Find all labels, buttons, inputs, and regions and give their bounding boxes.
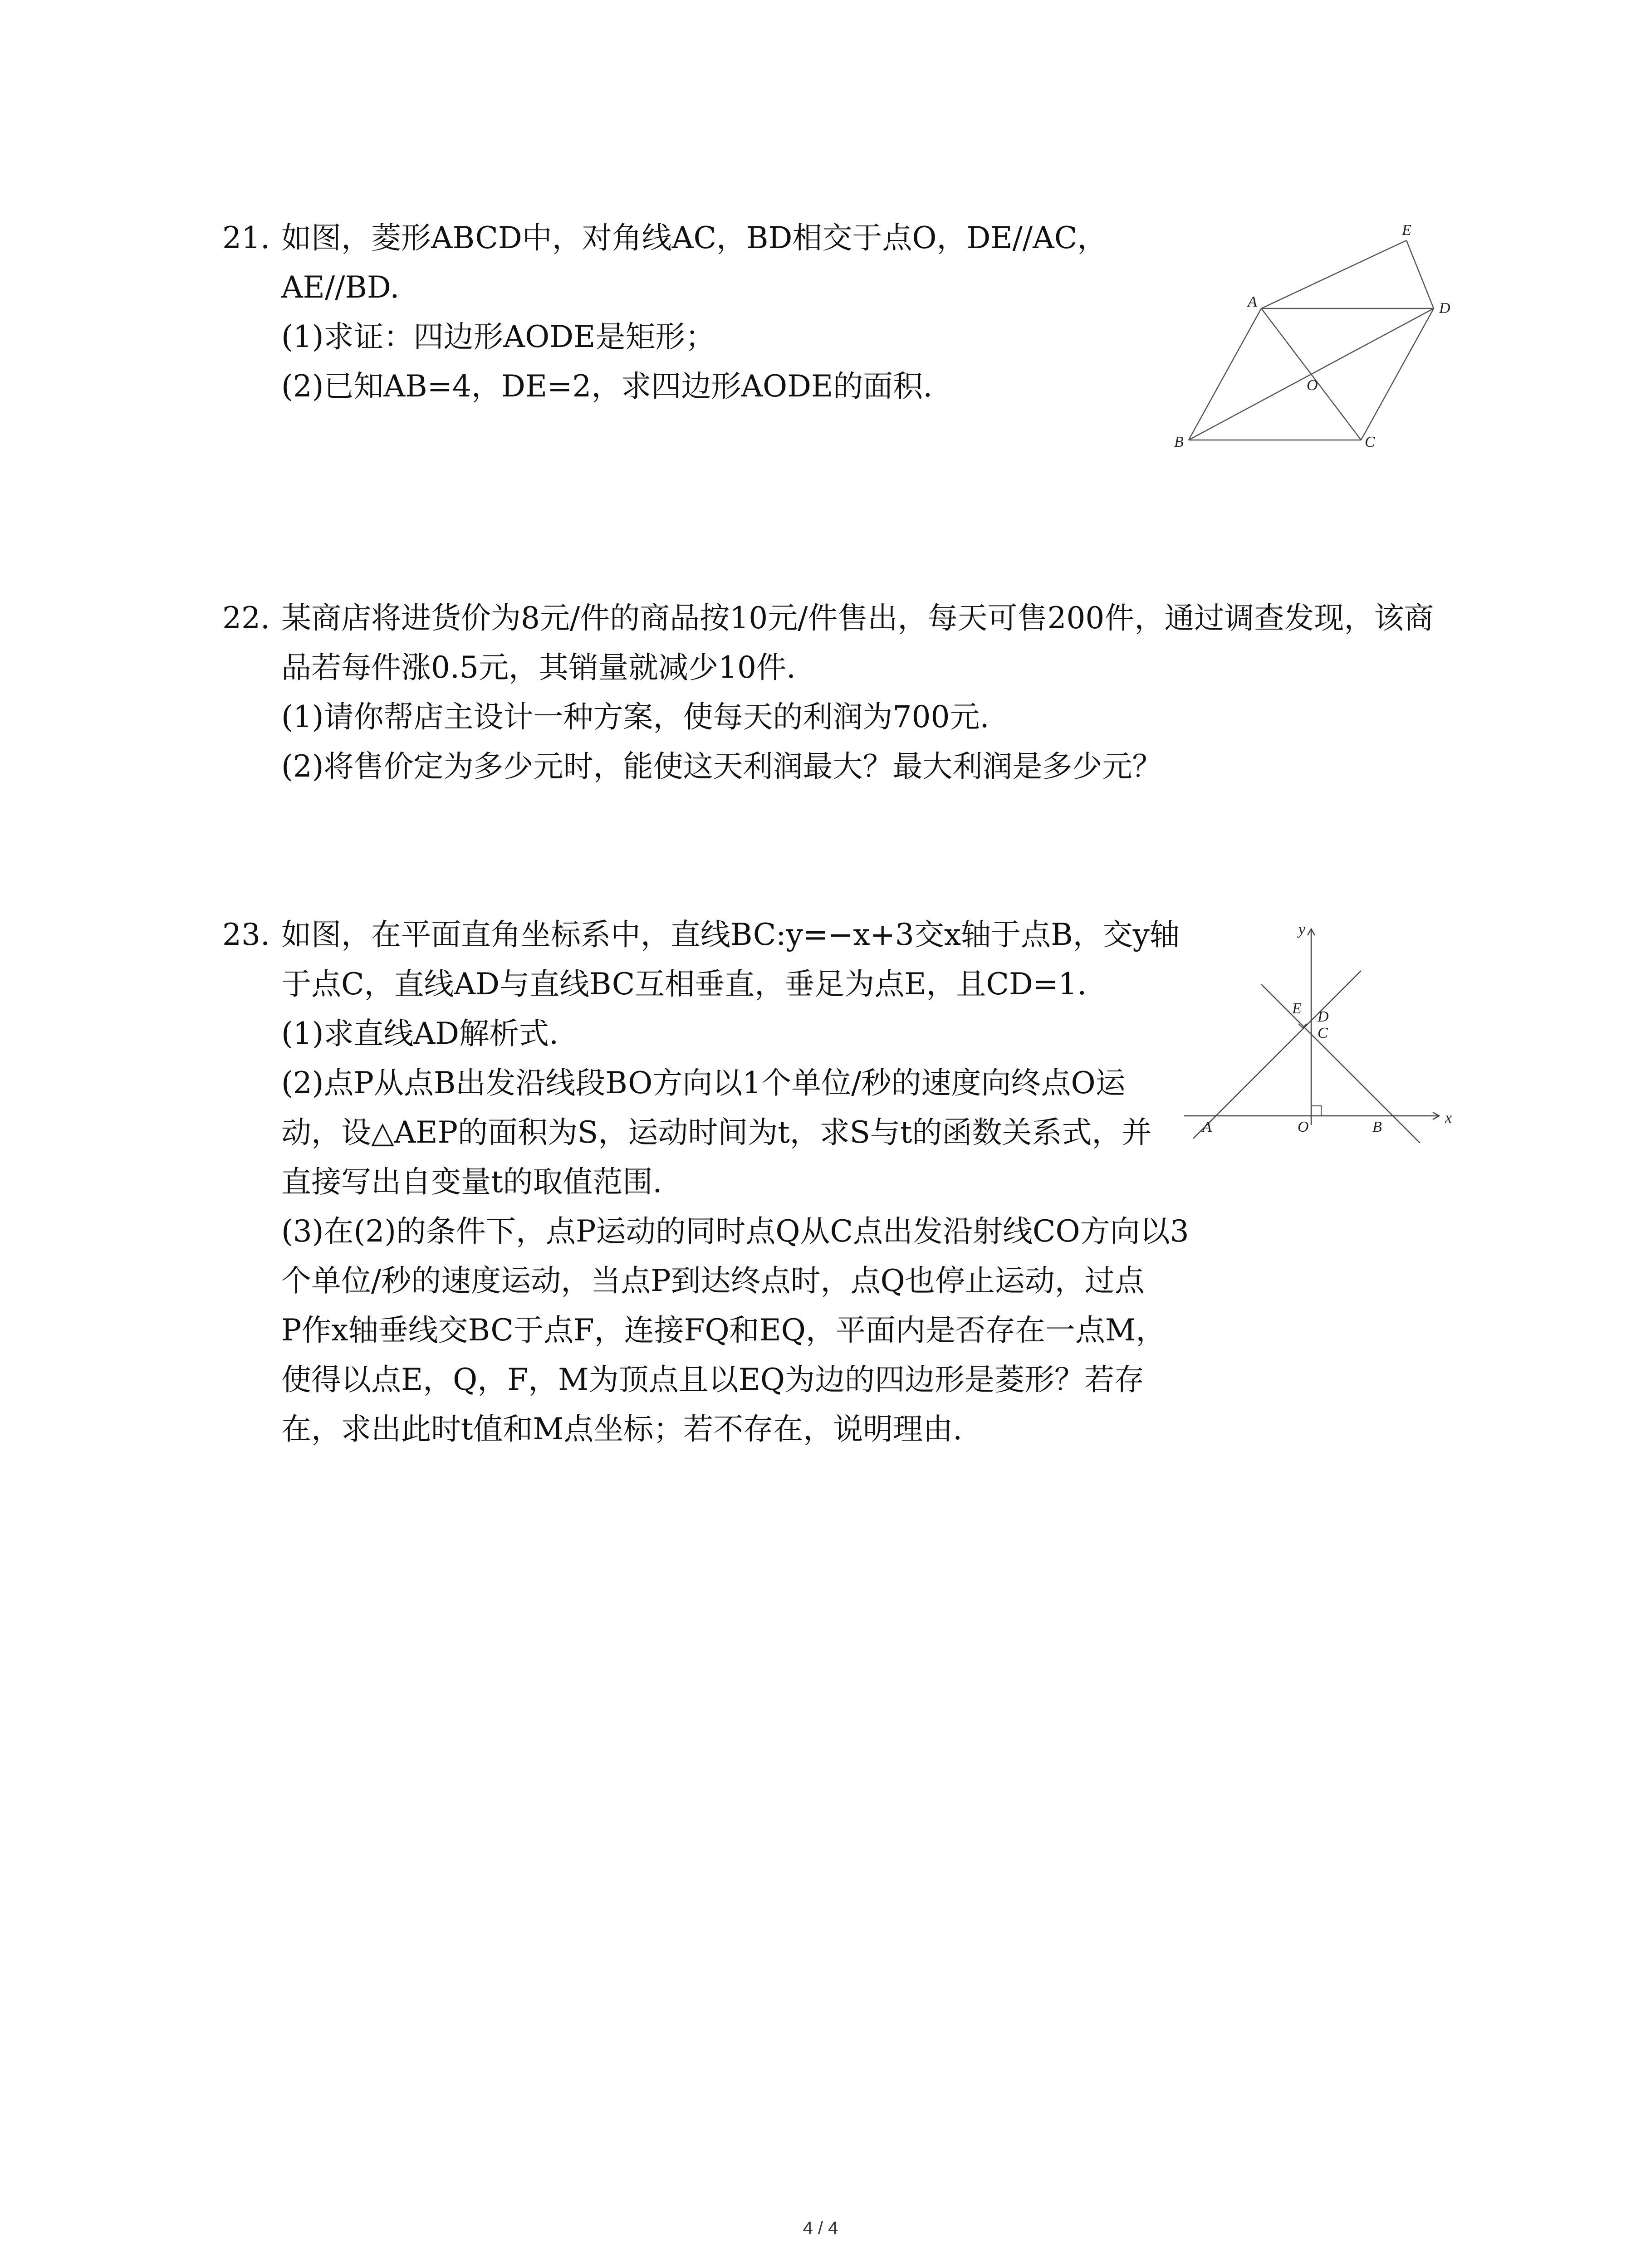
question-21	[222, 213, 1107, 411]
question-line: 品若每件涨0.5元，其销量就减少10件.	[281, 650, 796, 685]
question-line: AE//BD.	[281, 270, 400, 305]
label-A: A	[1248, 293, 1257, 310]
question-line: 直接写出自变量t的取值范围.	[281, 1164, 662, 1199]
label-E: E	[1292, 1000, 1302, 1017]
question-number: 21.	[222, 220, 270, 255]
label-x: x	[1445, 1110, 1452, 1126]
coordinate-figure	[1180, 916, 1456, 1143]
question-line: (2)点P从点B出发沿线段BO方向以1个单位/秒的速度向终点O运	[281, 1066, 1126, 1100]
label-C: C	[1365, 434, 1375, 450]
question-22	[222, 593, 1434, 791]
label-B: B	[1174, 434, 1184, 450]
question-line: (1)求直线AD解析式.	[281, 1016, 559, 1051]
label-E: E	[1402, 222, 1411, 239]
segment-AE	[1261, 240, 1406, 308]
page-number: 4 / 4	[803, 2218, 838, 2238]
label-B: B	[1372, 1119, 1382, 1135]
question-number: 22.	[222, 601, 270, 635]
label-O: O	[1298, 1119, 1309, 1135]
label-y: y	[1298, 921, 1306, 938]
question-line: 23. 如图，在平面直角坐标系中，直线BC:y=−x+3交x轴于点B，交y轴	[222, 910, 1189, 959]
line-BC	[1261, 984, 1420, 1143]
question-line: 于点C，直线AD与直线BC互相垂直，垂足为点E，且CD=1.	[281, 967, 1087, 1002]
label-O: O	[1307, 377, 1318, 394]
question-23	[222, 910, 1189, 1454]
label-D: D	[1318, 1008, 1329, 1025]
question-line: P作x轴垂线交BC于点F，连接FQ和EQ，平面内是否存在一点M，	[281, 1313, 1166, 1348]
question-line: 在，求出此时t值和M点坐标；若不存在，说明理由.	[281, 1412, 963, 1447]
label-A: A	[1202, 1119, 1212, 1135]
question-line: 个单位/秒的速度运动，当点P到达终点时，点Q也停止运动，过点	[281, 1263, 1145, 1298]
question-line: 22. 某商店将进货价为8元/件的商品按10元/件售出，每天可售200件，通过调查发现，该商	[222, 593, 1434, 643]
question-line: (1)请你帮店主设计一种方案，使每天的利润为700元.	[281, 699, 989, 734]
question-line: (2)将售价定为多少元时，能使这天利润最大？最大利润是多少元？	[281, 749, 1162, 784]
question-line: (1)求证：四边形AODE是矩形；	[281, 319, 715, 354]
question-line: 21. 如图，菱形ABCD中，对角线AC，BD相交于点O，DE//AC，	[222, 213, 1107, 263]
label-C: C	[1318, 1025, 1328, 1041]
segment-DE	[1406, 240, 1434, 308]
question-line: (2)已知AB=4，DE=2，求四边形AODE的面积.	[281, 369, 933, 404]
question-number: 23.	[222, 917, 270, 952]
label-D: D	[1439, 300, 1450, 317]
question-line: (3)在(2)的条件下，点P运动的同时点Q从C点出发沿射线CO方向以3	[281, 1214, 1189, 1249]
right-angle-mark-O	[1311, 1106, 1321, 1116]
rhombus-figure	[1171, 218, 1470, 454]
question-line: 动，设△AEP的面积为S，运动时间为t，求S与t的函数关系式，并	[281, 1115, 1152, 1150]
line-AD	[1193, 971, 1361, 1139]
question-line: 使得以点E，Q，F，M为顶点且以EQ为边的四边形是菱形？若存	[281, 1362, 1144, 1397]
